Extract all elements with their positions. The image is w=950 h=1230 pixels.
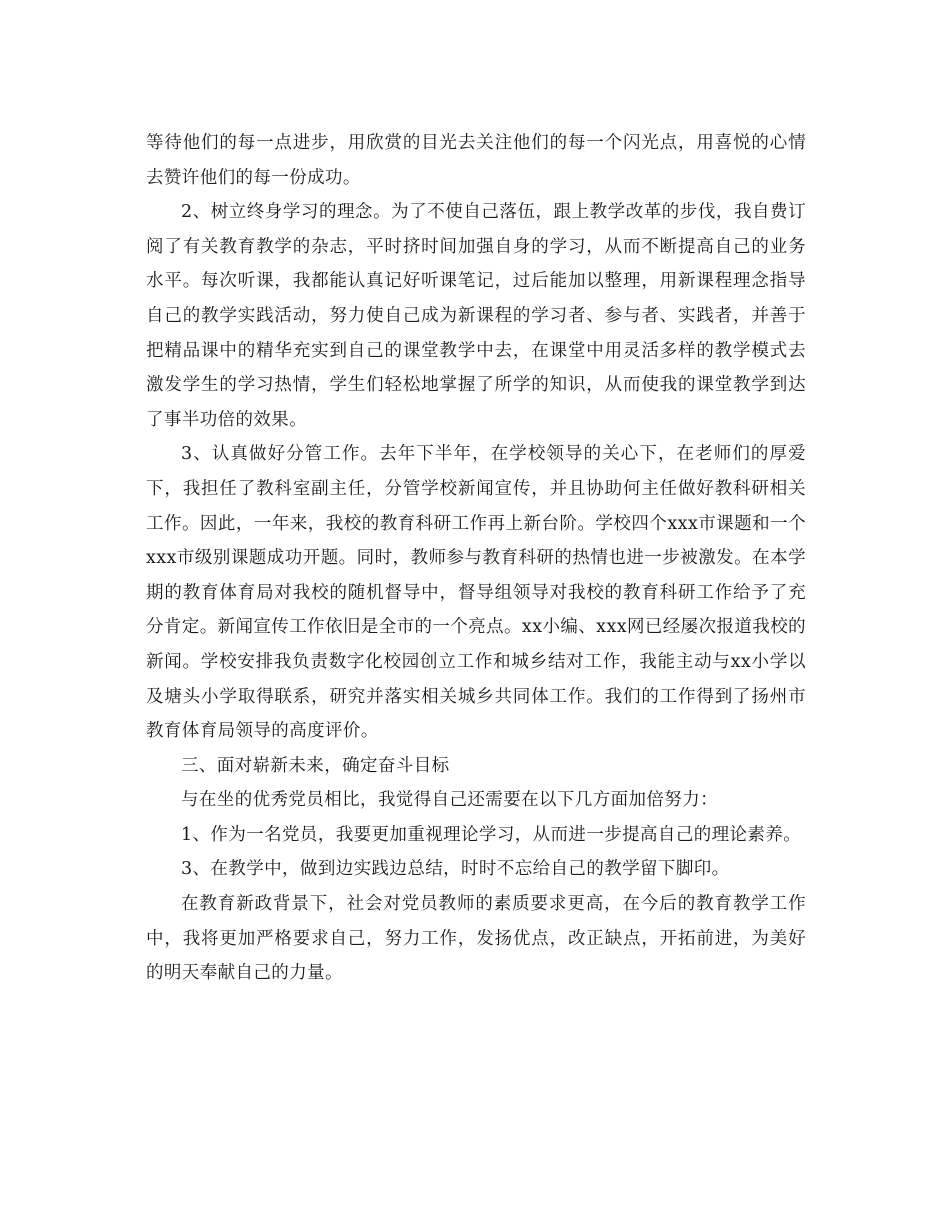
paragraph: 3、在教学中，做到边实践边总结，时时不忘给自己的教学留下脚印。 bbox=[181, 859, 730, 880]
paragraph: 2、树立终身学习的理念。为了不使自己落伍，跟上教学改革的步伐，我自费订阅了有关教育教学的杂志，平时挤时间加强自身的学习，从而不断提高自己的业务水平。每次听课，我都能认真记好听课笔记，过后能加以整理，用新课程理念指导自己的教学实践活动，努力使自己成为新课程的学习者、参与者、实践者，并善于把精品课中的精华充实到自己的课堂教学中去，在课堂中用灵活多样的教学模式去激发学生的学习热情，学生们轻松地掌握了所学的知识，从而使我的课堂教学到达了事半功倍的效果。 bbox=[146, 202, 806, 430]
paragraph: 与在坐的优秀党员相比，我觉得自己还需要在以下几方面加倍努力： bbox=[181, 790, 718, 811]
paragraph: 在教育新政背景下，社会对党员教师的素质要求更高，在今后的教育教学工作中，我将更加严格要求自己，努力工作，发扬优点，改正缺点，开拓前进，为美好的明天奉献自己的力量。 bbox=[146, 894, 806, 984]
paragraph: 1、作为一名党员，我要更加重视理论学习，从而进一步提高自己的理论素养。 bbox=[181, 824, 802, 845]
section-heading: 三、面对崭新未来，确定奋斗目标 bbox=[181, 755, 450, 776]
paragraph: 3、认真做好分管工作。去年下半年，在学校领导的关心下，在老师们的厚爱下，我担任了教科室副主任，分管学校新闻宣传，并且协助何主任做好教科研相关工作。因此，一年来，我校的教育科研工作再上新台阶。学校四个xxx市课题和一个xxx市级别课题成功开题。同时，教师参与教育科研的热情也进一步被激发。在本学期的教育体育局对我校的随机督导中，督导组领导对我校的教育科研工作给予了充分肯定。新闻宣传工作依旧是全市的一个亮点。xx小编、xxx网已经屡次报道我校的新闻。学校安排我负责数字化校园创立工作和城乡结对工作，我能主动与xx小学以及塘头小学取得联系，研究并落实相关城乡共同体工作。我们的工作得到了扬州市教育体育局领导的高度评价。 bbox=[146, 444, 806, 742]
document-body bbox=[146, 126, 806, 991]
paragraph: 等待他们的每一点进步，用欣赏的目光去关注他们的每一个闪光点，用喜悦的心情去赞许他们的每一份成功。 bbox=[146, 133, 806, 188]
